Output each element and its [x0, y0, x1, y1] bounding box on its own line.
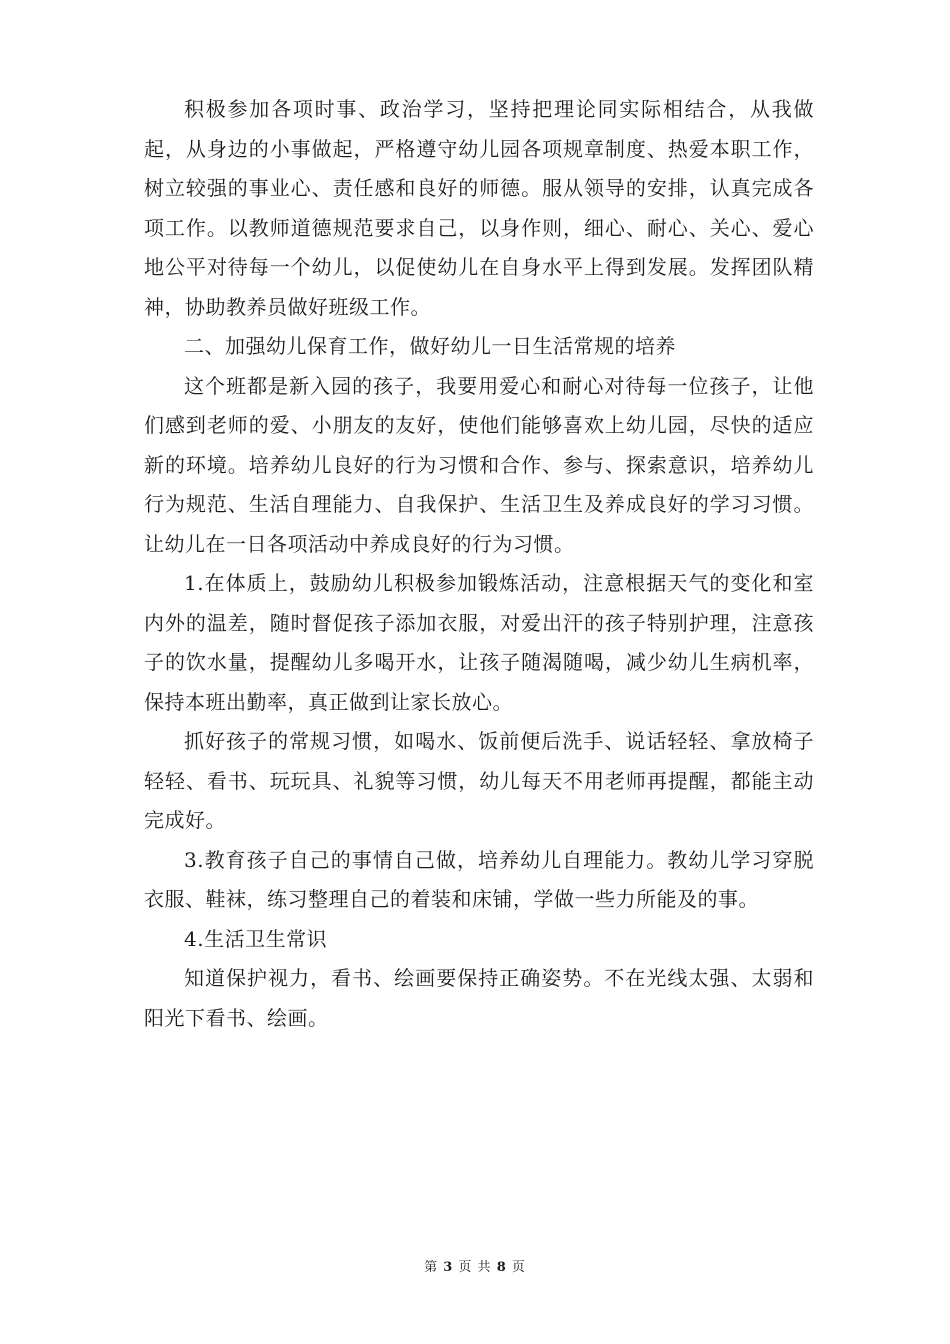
- footer-suffix: 页: [511, 1260, 526, 1275]
- page-footer: [0, 1256, 950, 1275]
- footer-prefix: 第: [424, 1260, 439, 1275]
- section-heading-2: 二、加强幼儿保育工作，做好幼儿一日生活常规的培养: [184, 334, 676, 358]
- paragraph-6: 知道保护视力，看书、绘画要保持正确姿势。不在光线太强、太弱和阳光下看书、绘画。: [144, 966, 814, 1030]
- document-body: [144, 90, 814, 1038]
- paragraph-3: 1.在体质上，鼓励幼儿积极参加锻炼活动，注意根据天气的变化和室内外的温差，随时督促孩子添加衣服，对爱出汗的孩子特别护理，注意孩子的饮水量，提醒幼儿多喝开水，让孩子随渴随喝，减少幼儿生病机率，保持本班出勤率，真正做到让家长放心。: [144, 571, 814, 714]
- paragraph-4: 抓好孩子的常规习惯，如喝水、饭前便后洗手、说话轻轻、拿放椅子轻轻、看书、玩玩具、礼貌等习惯，幼儿每天不用老师再提醒，都能主动完成好。: [144, 729, 814, 832]
- subheading-4: 4.生活卫生常识: [184, 926, 328, 951]
- footer-middle: 页 共: [458, 1260, 492, 1275]
- paragraph-1: 积极参加各项时事、政治学习，坚持把理论同实际相结合，从我做起，从身边的小事做起，严格遵守幼儿园各项规章制度、热爱本职工作，树立较强的事业心、责任感和良好的师德。服从领导的安排，认真完成各项工作。以教师道德规范要求自己，以身作则，细心、耐心、关心、爱心地公平对待每一个幼儿，以促使幼儿在自身水平上得到发展。发挥团队精神，协助教养员做好班级工作。: [144, 97, 814, 319]
- page-number-current: 3: [443, 1260, 454, 1275]
- paragraph-5: 3.教育孩子自己的事情自己做，培养幼儿自理能力。教幼儿学习穿脱衣服、鞋袜，练习整理自己的着装和床铺，学做一些力所能及的事。: [144, 847, 814, 911]
- paragraph-2: 这个班都是新入园的孩子，我要用爱心和耐心对待每一位孩子，让他们感到老师的爱、小朋友的友好，使他们能够喜欢上幼儿园，尽快的适应新的环境。培养幼儿良好的行为习惯和合作、参与、探索意识，培养幼儿行为规范、生活自理能力、自我保护、生活卫生及养成良好的学习习惯。让幼儿在一日各项活动中养成良好的行为习惯。: [144, 373, 814, 556]
- page-number-total: 8: [496, 1260, 507, 1275]
